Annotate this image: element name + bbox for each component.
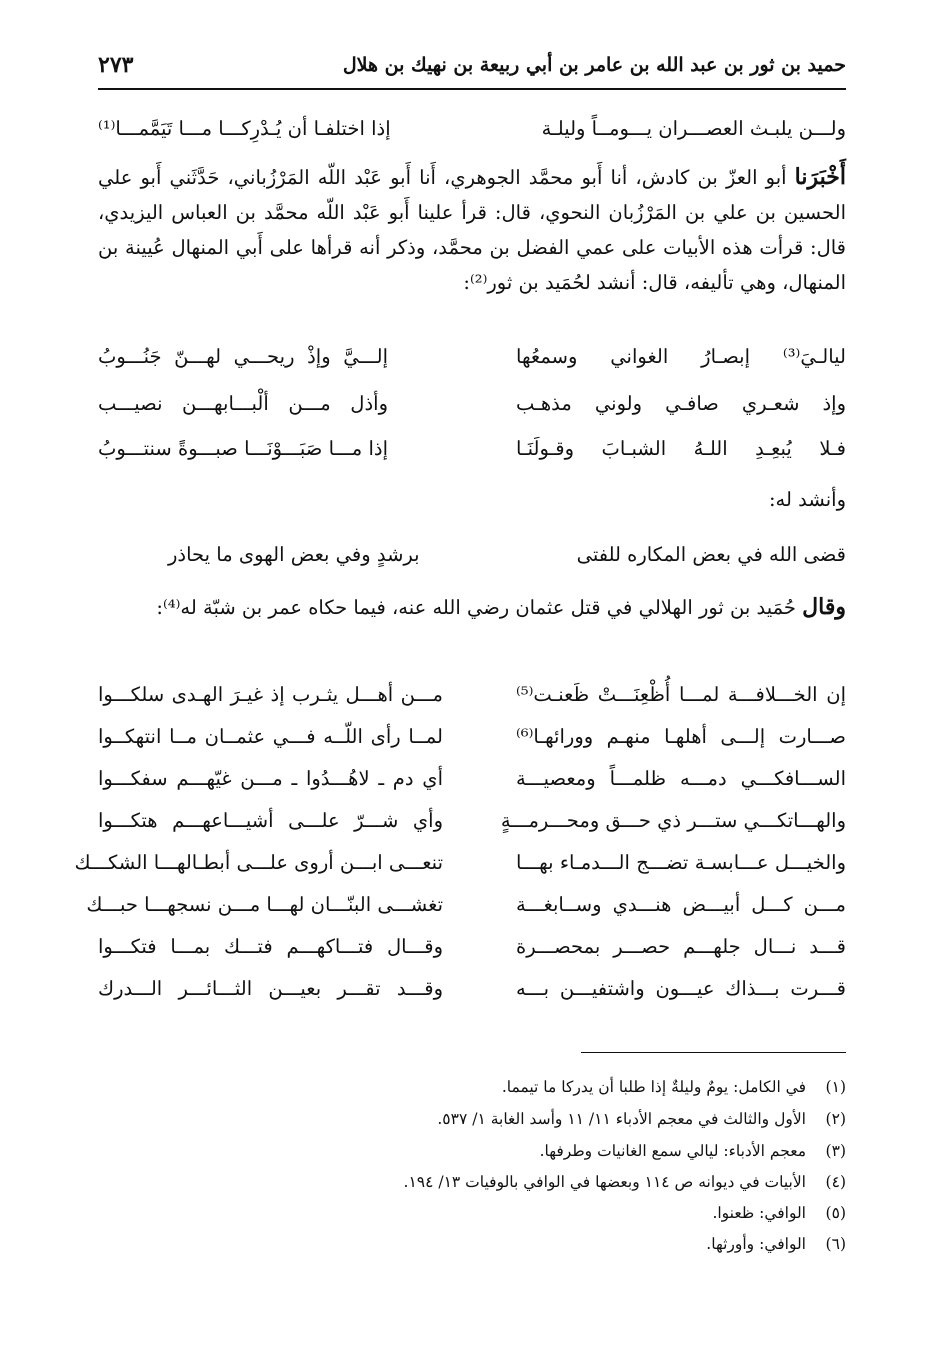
running-title: حميد بن ثور بن عبد الله بن عامر بن أبي ربيعة بن نهيك بن هلال	[342, 54, 846, 76]
hemistich-first: ولـــن يلبـث العصـــران يـــومــاً وليلـة	[541, 117, 846, 140]
footnote-number: (٤)	[825, 1173, 846, 1191]
hemistich-second: برشدٍ وفي بعض الهوى ما يحاذر	[168, 543, 420, 566]
hemistich-first: قـــد نـــال جلهـــم حصـــر بمحصـــرة	[516, 935, 846, 958]
footnote	[98, 1173, 846, 1191]
hemistich-second: وأذل مـــن ألْبـــابهـــن نصيـــب	[98, 392, 388, 415]
footnote	[98, 1110, 846, 1128]
isnad-keyword: أَخْبَرَنا	[794, 164, 846, 190]
footnote-number: (١)	[825, 1078, 846, 1096]
hemistich-second: إلـــيَّ وإذْ ريحـــي لهـــنّ جَنُـــوبُ	[98, 345, 388, 368]
footnote	[98, 1142, 846, 1160]
hemistich-first: والهـــاتكـــي ستـــر ذي حـــق ومحـــرمـــةٍ	[500, 809, 846, 832]
verse-line	[98, 543, 846, 581]
qala-paragraph	[98, 590, 846, 625]
page-number: ٢٧٣	[98, 52, 134, 78]
hemistich-second: أي دم ـ لاهُـــدُوا ـ مـــن غيّهـــم سفكـــوا	[98, 767, 443, 790]
footnote-text: الأول والثالث في معجم الأدباء ١١/ ١١ وأسد الغابة ١/ ٥٣٧.	[437, 1110, 806, 1128]
hemistich-first: صـــارت إلـــى أهلهـا منهـم وورائهـا⁽⁶⁾	[516, 725, 846, 748]
hemistich-second: لمــا رأى اللّــه فـــي عثمــان مــا انتهكــوا	[98, 725, 443, 748]
hemistich-first: وإذ شعـري صافـي ولوني مذهـب	[516, 392, 846, 415]
footnote-text: في الكامل: يومٌ وليلةٌ إذا طلبا أن يدركا ما تيمما.	[501, 1078, 806, 1096]
verse-line	[98, 767, 846, 805]
hemistich-second: مـــن أهـــل يثـرب إذ غيـرَ الهـدى سلكـــوا	[98, 683, 443, 706]
hemistich-first: قضى الله في بعض المكاره للفتى	[576, 543, 846, 566]
isnad-text: أبو العزّ بن كادش، أنا أَبو محمَّد الجوهري، أَنا أَبو عَبْد اللّه المَرْزُباني، حَدَّثَني أَبو علي الحسين بن علي بن المَرْزُبان النحوي، قال: قرأ علينا أَبو عَبْد اللّه محمَّد بن العباس اليزيدي، قال: قرأت هذه الأبيات على عمي الفضل بن محمَّد، وذكر أنه قرأها على أَبي المنهال عُيينة بن المنهال، وهي تأليفه، قال: أنشد لحُمَيد بن ثور⁽²⁾:	[98, 166, 846, 294]
footnote	[98, 1204, 846, 1222]
footnote-number: (٣)	[825, 1142, 846, 1160]
qala-keyword: وقال	[802, 594, 846, 620]
footnote-text: معجم الأدباء: ليالي سمع الغانيات وطرفها.	[539, 1142, 806, 1160]
footnote	[98, 1235, 846, 1253]
hemistich-second: وأي شـــرّ علـــى أشيـــاعهـــم هتكـــوا	[98, 809, 443, 832]
hemistich-first: الســـافكـــي دمـــه ظلمـــاً ومعصيـــة	[516, 767, 846, 790]
page-header	[98, 48, 846, 90]
hemistich-first: مـــن كـــل أبيـــض هنـــدي وســابغـــة	[516, 893, 846, 916]
hemistich-first: إن الخـــلافـــة لمـــا أُظْعِنَـــتْ ظَعنـت⁽⁵⁾	[516, 683, 846, 706]
hemistich-first: والخيـــل عـــابسـة تضـــج الـــدمـاء بهـــا	[516, 851, 846, 874]
verse-line	[98, 683, 846, 721]
verse-line	[98, 935, 846, 973]
hemistich-second: إذا اختلفـا أن يُـدْرِكـــا مـــا تَيَمَّمـــا⁽¹⁾	[98, 117, 391, 140]
footnote-number: (٥)	[825, 1204, 846, 1222]
verse-line	[98, 977, 846, 1015]
verse-line	[98, 725, 846, 763]
footnote-text: الوافي: وأورثها.	[706, 1235, 806, 1253]
hemistich-second: وقـــد تقـــر بعيـــن الثـــائـــر الـــدرك	[98, 977, 443, 1000]
hemistich-first: قـــرت بـــذاك عيـــون واشتفيـــن بـــه	[516, 977, 846, 1000]
verse-line	[98, 809, 846, 847]
verse-line	[98, 437, 846, 475]
isnad-paragraph	[98, 160, 846, 300]
hemistich-second: تغشـــى البنّـــان لهـــا مـــن نسجهـــا حبـــك	[86, 893, 443, 916]
hemistich-second: تنعـــى ابـــن أروى علـــى أبطـالهـــا الشكـــك	[74, 851, 443, 874]
qala-text: حُمَيد بن ثور الهلالي في قتل عثمان رضي الله عنه، فيما حكاه عمر بن شبّة له⁽⁴⁾:	[156, 596, 803, 619]
footnote	[98, 1078, 846, 1096]
verse-line	[98, 117, 846, 155]
footnote-number: (٦)	[825, 1235, 846, 1253]
hemistich-first: ليالـيَ⁽³⁾ إبصـارُ الغواني وسمعُها	[516, 345, 846, 368]
verse-line	[74, 851, 846, 889]
hemistich-second: إذا مـــا صَبَـــوْنَـــا صبـــوةً سنتـــوبُ	[98, 437, 388, 460]
hemistich-first: فـلا يُبعِـدِ اللـهُ الشبـابَ وقـولَنَـا	[516, 437, 846, 460]
footnote-text: الأبيات في ديوانه ص ١١٤ وبعضها في الوافي بالوفيات ١٣/ ١٩٤.	[403, 1173, 806, 1191]
footnote-text: الوافي: ظعنوا.	[712, 1204, 806, 1222]
verse-line	[86, 893, 846, 931]
hemistich-second: وقـــال فتـــاكهـــم فتـــك بمـــا فتكـــوا	[98, 935, 443, 958]
footnote-number: (٢)	[825, 1110, 846, 1128]
verse-line	[98, 392, 846, 430]
footnote-separator	[581, 1052, 846, 1053]
recite-label: وأنشد له:	[768, 488, 846, 511]
verse-line	[98, 345, 846, 383]
